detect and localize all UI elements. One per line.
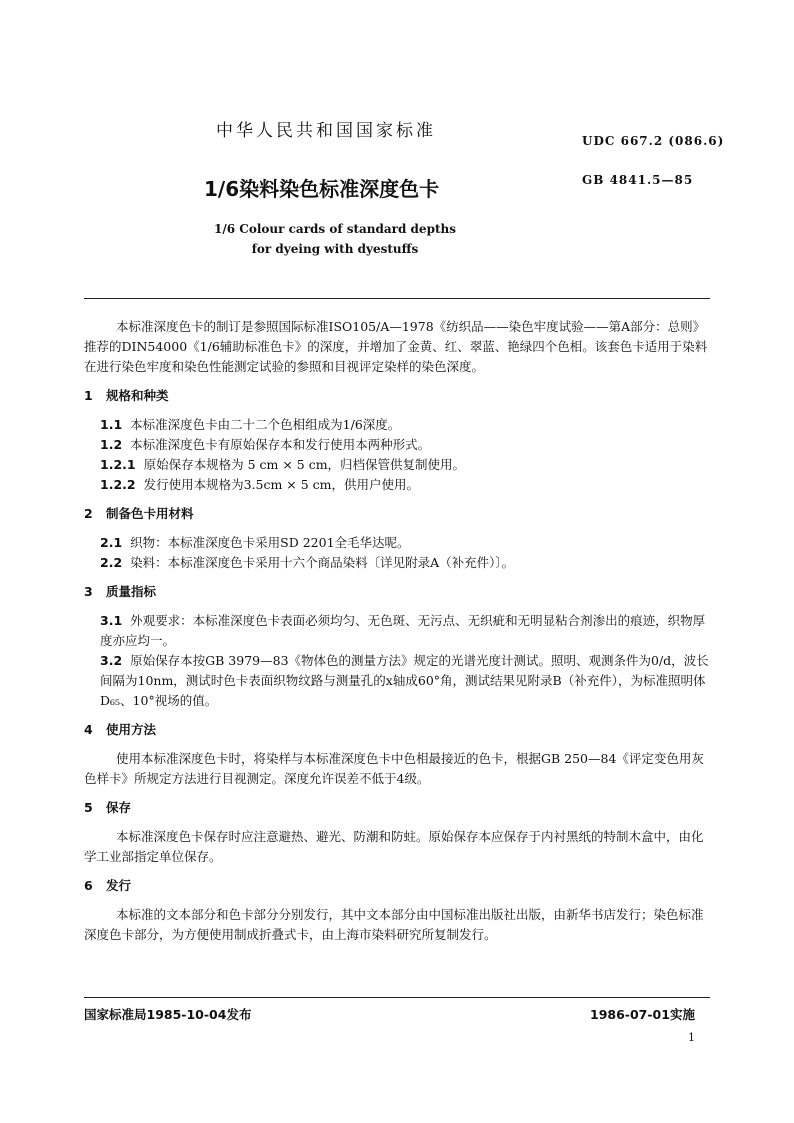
- clause-3-1: 3.1 外观要求：本标准深度色卡表面必须均匀、无色斑、无污点、无织疵和无明显粘合剂渗出的痕迹，织物厚度亦应均一。: [100, 613, 706, 648]
- section-heading-5: 5 保存: [84, 800, 132, 815]
- bottom-divider: [84, 997, 710, 998]
- page-number: 1: [688, 1031, 695, 1044]
- clause-1-2-1: 1.2.1 原始保存本规格为 5 cm × 5 cm，归档保管供复制使用。: [100, 457, 466, 472]
- udc-code: UDC 667.2 (086.6): [582, 134, 725, 148]
- section-5-text: 本标准深度色卡保存时应注意避热、避光、防潮和防蛀。原始保存本应保存于内衬黑纸的特制木盒中，由化学工业部指定单位保存。: [84, 829, 704, 864]
- section-heading-1: 1 规格和种类: [84, 388, 169, 403]
- clause-3-2: 3.2 原始保存本按GB 3979—83《物体色的测量方法》规定的光谱光度计测试。照明、观测条件为0/d，波长间隔为10nm，测试时色卡表面织物纹路与测量孔的x轴成60°角，测试结果见附录B（补充件），为标准照明体D₆₅、10°视场的值。: [100, 653, 709, 708]
- issuing-country-heading: 中华人民共和国国家标准: [216, 121, 436, 141]
- section-heading-3: 3 质量指标: [84, 584, 157, 599]
- title-en-line1: 1/6 Colour cards of standard depths: [214, 222, 456, 236]
- section-heading-2: 2 制备色卡用材料: [84, 506, 194, 521]
- title-en-line2: for dyeing with dyestuffs: [251, 242, 419, 256]
- clause-2-1: 2.1 织物：本标准深度色卡采用SD 2201全毛华达呢。: [100, 535, 410, 550]
- section-heading-6: 6 发行: [84, 878, 132, 893]
- effective-date: 1986-07-01实施: [590, 1007, 695, 1022]
- document-body: [84, 317, 714, 945]
- gb-number: GB 4841.5—85: [582, 173, 694, 187]
- section-4-text: 使用本标准深度色卡时，将染样与本标准深度色卡中色相最接近的色卡，根据GB 250—84《评定变色用灰色样卡》所规定方法进行目视测定。深度允许误差不低于4级。: [84, 751, 704, 786]
- section-heading-4: 4 使用方法: [84, 722, 157, 737]
- standard-title-en: [0, 219, 670, 259]
- clause-2-2: 2.2 染料：本标准深度色卡采用十六个商品染料〔详见附录A（补充件）〕。: [100, 555, 515, 570]
- issue-date: 国家标准局1985-10-04发布: [84, 1007, 252, 1022]
- standard-title-cn: 1/6染料染色标准深度色卡: [204, 177, 440, 201]
- top-divider: [84, 298, 710, 299]
- section-6-text: 本标准的文本部分和色卡部分分别发行，其中文本部分由中国标准出版社出版，由新华书店发行；染色标准深度色卡部分，为方便使用制成折叠式卡，由上海市染料研究所复制发行。: [84, 907, 704, 942]
- clause-1-2-2: 1.2.2 发行使用本规格为3.5cm × 5 cm，供用户使用。: [100, 477, 420, 492]
- clause-1-2: 1.2 本标准深度色卡有原始保存本和发行使用本两种形式。: [100, 437, 431, 452]
- intro-paragraph: 本标准深度色卡的制订是参照国际标准ISO105/A—1978《纺织品——染色牢度试验——第A部分：总则》推荐的DIN54000《1/6辅助标准色卡》的深度，并增加了金黄、红、翠蓝、艳绿四个色相。该套色卡适用于染料在进行染色牢度和染色性能测定试验的参照和目视评定染样的染色深度。: [84, 319, 708, 374]
- clause-1-1: 1.1 本标准深度色卡由二十二个色相组成为1/6深度。: [100, 417, 401, 432]
